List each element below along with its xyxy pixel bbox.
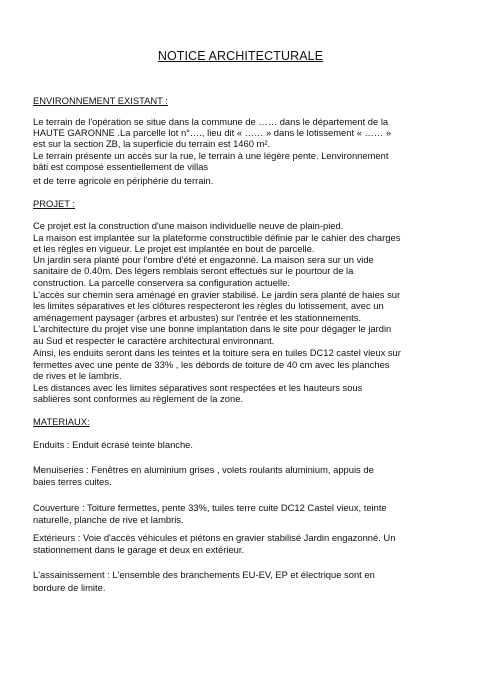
material-item-exterieurs: Extérieurs : Voie d'accès véhicules et piétons en gravier stabilisé Jardin engazonné. Un: [33, 532, 396, 543]
material-item-enduits: Enduits : Enduit écrasé teinte blanche.: [33, 439, 193, 450]
paragraph-line: fermettes avec une pente de 33% , les débords de toiture de 40 cm avec les planches: [33, 359, 390, 370]
page-title: NOTICE ARCHITECTURALE: [157, 49, 324, 63]
paragraph-line: sanitaire de 0.40m. Des légers remblais seront effectués sur le pourtour de la: [33, 265, 354, 276]
material-item-exterieurs-cont: stationnement dans le garage et deux en extérieur.: [33, 544, 245, 555]
paragraph-line: est sur la section ZB, la superficie du terrain est 1460 m².: [33, 138, 271, 149]
paragraph-line: construction. La parcelle conservera sa configuration actuelle.: [33, 277, 290, 288]
paragraph-line: HAUTE GARONNE .La parcelle lot n°…., lieu dit « …… » dans le lotissement « …… »: [33, 127, 392, 138]
paragraph-line: et de terre agricole en périphérie du terrain.: [33, 175, 214, 186]
paragraph-line: Le terrain de l'opération se situe dans la commune de …… dans le département de la: [33, 116, 389, 127]
paragraph-line: Ce projet est la construction d'une maison individuelle neuve de plain-pied.: [33, 220, 344, 231]
paragraph-line: au Sud et respecter le caractère architectural environnant.: [33, 335, 275, 346]
paragraph-line: L'architecture du projet vise une bonne implantation dans le site pour dégager le jardin: [33, 323, 392, 334]
paragraph-line: aménagement paysager (arbres et arbustes) sur l'entrée et les stationnements.: [33, 312, 362, 323]
paragraph-line: de rives et le lambris.: [33, 370, 122, 381]
material-item-menuiseries-cont: baies terres cuites.: [33, 476, 112, 487]
paragraph-line: Un jardin sera planté pour l'ombre d'été et engazonné. La maison sera sur un vide: [33, 254, 374, 265]
paragraph-line: La maison est implantée sur la plateforme constructible définie par le cahier des charges: [33, 232, 401, 243]
material-item-couverture-cont: naturelle, planche de rive et lambris.: [33, 514, 184, 525]
paragraph-line: Le terrain présente un accès sur la rue, le terrain à une légère pente. Lenvironnement: [33, 150, 389, 161]
paragraph-line: Ainsi, les enduits seront dans les teintes et la toiture sera en tuiles DC12 castel vieux sur: [33, 347, 401, 358]
paragraph-line: L'accès sur chemin sera aménagé en gravier stabilisé. Le jardin sera planté de haies sur: [33, 289, 401, 300]
paragraph-line: bâti est composé essentiellement de villas: [33, 161, 209, 172]
paragraph-line: et les règles en vigueur. Le projet est implantée en bout de parcelle.: [33, 243, 315, 254]
paragraph-line: Les distances avec les limites séparatives sont respectées et les hauteurs sous: [33, 382, 363, 393]
material-item-assainissement-cont: bordure de limite.: [33, 582, 106, 593]
paragraph-line: les limites séparatives et les clôtures respecteront les règles du lotissement, avec un: [33, 300, 384, 311]
material-item-couverture: Couverture : Toiture fermettes, pente 33%, tuiles terre cuite DC12 Castel vieux, teinte: [33, 502, 387, 513]
section-heading-materiaux: MATERIAUX:: [33, 416, 90, 427]
section-heading-environnement: ENVIRONNEMENT EXISTANT :: [33, 95, 168, 106]
material-item-menuiseries: Menuiseries : Fenêtres en aluminium grises , volets roulants aluminium, appuis de: [33, 464, 374, 475]
section-heading-projet: PROJET :: [33, 198, 76, 209]
material-item-assainissement: L'assainissement : L'ensemble des branchements EU-EV, EP et électrique sont en: [33, 569, 375, 580]
paragraph-line: sablières sont conformes au règlement de la zone.: [33, 393, 244, 404]
